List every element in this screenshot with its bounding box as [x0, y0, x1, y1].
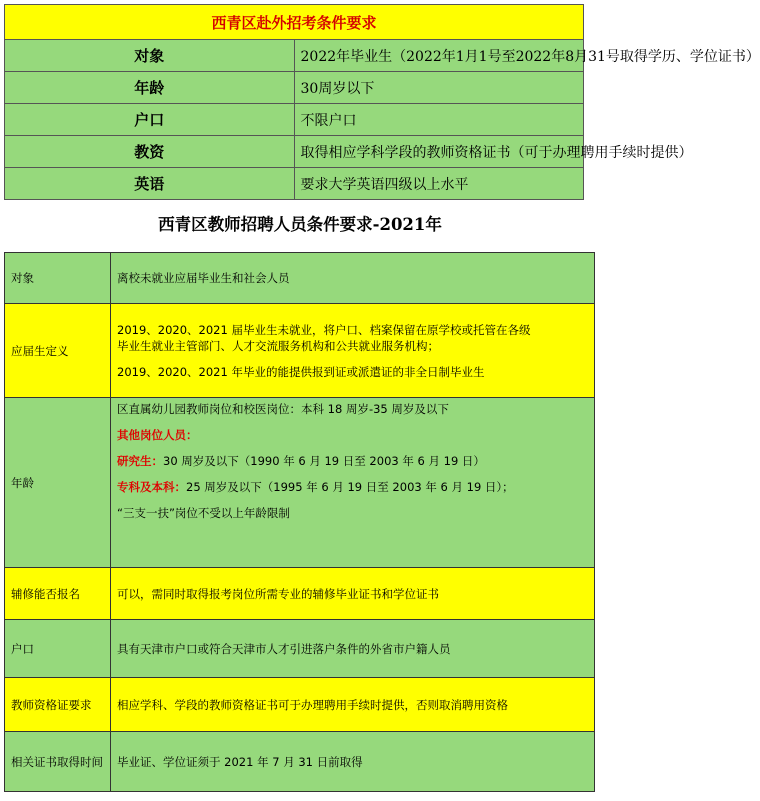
recruitment-conditions-2022-table — [4, 4, 760, 200]
table-title: 西青区赴外招考条件要求 — [5, 5, 584, 40]
section-heading: 西青区教师招聘人员条件要求-2021年 — [158, 215, 442, 234]
graduate-age: 30 周岁及以下（1990 年 6 月 19 日至 2003 年 6 月 19 日） — [163, 454, 485, 468]
row-key: 对象 — [5, 253, 111, 304]
table-row — [5, 72, 584, 104]
row-value: 可以，需同时取得报考岗位所需专业的辅修毕业证书和学位证书 — [111, 568, 595, 620]
row-value: 要求大学英语四级以上水平 — [294, 168, 584, 200]
row-key: 户口 — [5, 620, 111, 678]
graduate-label: 研究生： — [117, 454, 163, 468]
row-key: 年龄 — [5, 72, 295, 104]
row-key: 年龄 — [5, 398, 111, 568]
undergrad-age: 25 周岁及以下（1995 年 6 月 19 日至 2003 年 6 月 19 日）； — [186, 480, 514, 494]
table-row — [5, 620, 595, 678]
row-key: 辅修能否报名 — [5, 568, 111, 620]
row-value-line: 区直属幼儿园教师岗位和校医岗位：本科 18 周岁-35 周岁及以下 — [117, 402, 449, 416]
row-value: 2022年毕业生（2022年1月1号至2022年8月31号取得学历、学位证书） — [294, 40, 584, 72]
table-row — [5, 253, 595, 304]
other-positions-label: 其他岗位人员： — [117, 428, 198, 442]
row-value: 毕业证、学位证须于 2021 年 7 月 31 日前取得 — [111, 732, 595, 792]
table-row — [5, 732, 595, 792]
row-value-line: 2019、2020、2021 届毕业生未就业，将户口、档案保留在原学校或托管在各级 — [117, 322, 531, 337]
row-value: 不限户口 — [294, 104, 584, 136]
row-value-line: 2019、2020、2021 年毕业的能提供报到证或派遣证的非全日制毕业生 — [117, 364, 485, 379]
table-row — [5, 304, 595, 398]
row-key: 户口 — [5, 104, 295, 136]
row-value-line: 毕业生就业主管部门、人才交流服务机构和公共就业服务机构； — [117, 338, 439, 353]
table-row — [5, 678, 595, 732]
row-key: 相关证书取得时间 — [5, 732, 111, 792]
table-row — [5, 568, 595, 620]
recruitment-conditions-2021-table — [4, 252, 595, 792]
table-row — [5, 104, 584, 136]
table-row — [5, 40, 584, 72]
row-value-line: “三支一扶”岗位不受以上年龄限制 — [117, 506, 290, 520]
row-value: 相应学科、学段的教师资格证书可于办理聘用手续时提供，否则取消聘用资格 — [111, 678, 595, 732]
row-key: 应届生定义 — [5, 304, 111, 398]
table-row — [5, 136, 584, 168]
row-value: 取得相应学科学段的教师资格证书（可于办理聘用手续时提供） — [294, 136, 584, 168]
row-key: 教资 — [5, 136, 295, 168]
row-value: 离校未就业应届毕业生和社会人员 — [111, 253, 595, 304]
undergrad-label: 专科及本科： — [117, 480, 186, 494]
row-key: 英语 — [5, 168, 295, 200]
row-value: 30周岁以下 — [294, 72, 584, 104]
table-row — [5, 168, 584, 200]
row-value: 具有天津市户口或符合天津市人才引进落户条件的外省市户籍人员 — [111, 620, 595, 678]
table-row — [5, 398, 595, 568]
row-key: 教师资格证要求 — [5, 678, 111, 732]
row-key: 对象 — [5, 40, 295, 72]
